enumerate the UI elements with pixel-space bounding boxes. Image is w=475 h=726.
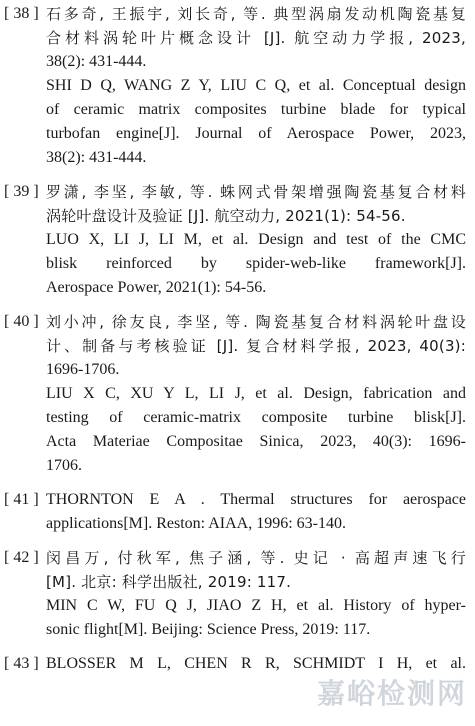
reference-39	[0, 180, 475, 300]
reference-number: [ 40 ]	[4, 313, 39, 330]
reference-number: [ 38 ]	[4, 5, 39, 22]
reference-en-line: SHI D Q, WANG Z Y, LIU C Q, et al. Conceptual design	[46, 77, 466, 94]
reference-en-line: sonic flight[M]. Beijing: Science Press, 2019: 117.	[46, 621, 371, 638]
reference-en-line: MIN C W, FU Q J, JIAO Z H, et al. History of hyper-	[46, 597, 466, 614]
reference-43	[0, 652, 475, 676]
reference-en-line: BLOSSER M L, CHEN R R, SCHMIDT I H, et al.	[46, 655, 466, 672]
reference-zh-line: 计、制备与考核验证 [J]. 复合材料学报, 2023, 40(3):	[46, 337, 466, 355]
site-watermark: 嘉峪检测网	[316, 677, 467, 710]
reference-en-line: testing of ceramic-matrix composite turbine blisk[J].	[46, 409, 466, 426]
reference-zh-line: 刘小冲, 徐友良, 李坚, 等. 陶瓷基复合材料涡轮叶盘设	[46, 313, 466, 331]
reference-40	[0, 310, 475, 478]
reference-41	[0, 488, 475, 536]
reference-38	[0, 2, 475, 170]
reference-en-line: Aerospace Power, 2021(1): 54-56.	[46, 279, 267, 296]
reference-zh-line: 石多奇, 王振宇, 刘长奇, 等. 典型涡扇发动机陶瓷基复	[46, 5, 466, 23]
reference-en-line: LIU X C, XU Y L, LI J, et al. Design, fabrication and	[46, 385, 466, 402]
reference-number: [ 41 ]	[4, 491, 39, 508]
reference-zh-line: 合材料涡轮叶片概念设计 [J]. 航空动力学报, 2023,	[46, 29, 466, 47]
reference-en-line: turbofan engine[J]. Journal of Aerospace Power, 2023,	[46, 125, 466, 142]
reference-zh-line: 涡轮叶盘设计及验证 [J]. 航空动力, 2021(1): 54-56.	[46, 207, 406, 225]
reference-number: [ 43 ]	[4, 655, 39, 672]
reference-en-line: 38(2): 431-444.	[46, 149, 147, 166]
reference-zh-line: 闵昌万, 付秋军, 焦子涵, 等. 史记 · 高超声速飞行	[46, 549, 466, 567]
reference-42	[0, 546, 475, 642]
reference-en-line: Acta Materiae Compositae Sinica, 2023, 40(3): 1696-	[46, 433, 466, 450]
reference-en-line: of ceramic matrix composites turbine blade for typical	[46, 101, 466, 118]
reference-en-line: applications[M]. Reston: AIAA, 1996: 63-140.	[46, 515, 346, 532]
reference-zh-line: 38(2): 431-444.	[46, 53, 147, 70]
reference-zh-line: [M]. 北京: 科学出版社, 2019: 117.	[46, 573, 292, 591]
reference-en-line: LUO X, LI J, LI M, et al. Design and test of the CMC	[46, 231, 466, 248]
reference-en-line: 1706.	[46, 457, 82, 474]
reference-number: [ 39 ]	[4, 183, 39, 200]
reference-en-line: blisk reinforced by spider-web-like framework[J].	[46, 255, 466, 272]
reference-zh-line: 1696-1706.	[46, 361, 120, 378]
reference-en-line: THORNTON E A . Thermal structures for aerospace	[46, 491, 466, 508]
reference-zh-line: 罗潇, 李坚, 李敏, 等. 蛛网式骨架增强陶瓷基复合材料	[46, 183, 466, 201]
reference-number: [ 42 ]	[4, 549, 39, 566]
